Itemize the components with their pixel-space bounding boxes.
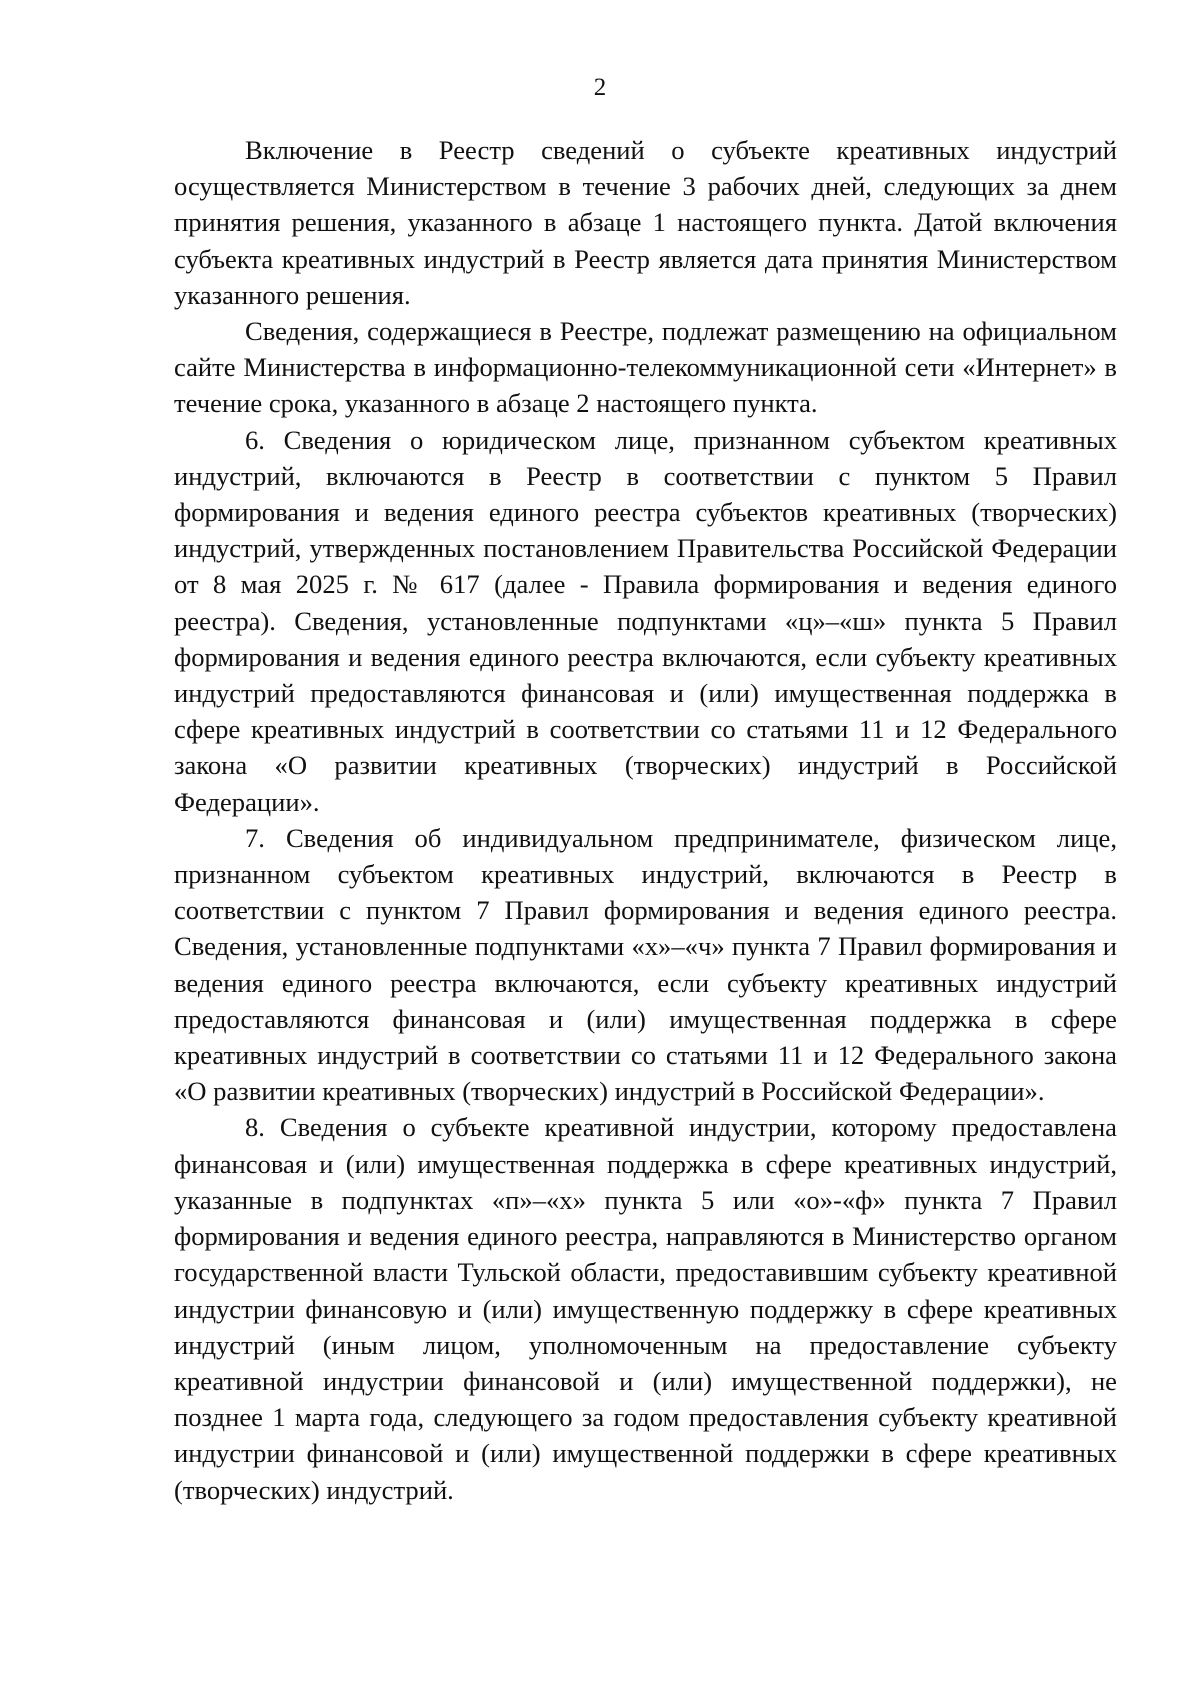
paragraph-registry-publication: Сведения, содержащиеся в Реестре, подлежат размещению на официальном сайте Министерства в информационно-телекоммуникационной сети «Интернет» в течение срока, указанного в абзаце 2 настоящего пункта. bbox=[174, 316, 1117, 419]
page-number: 2 bbox=[593, 74, 607, 101]
paragraph-item-7: 7. Сведения об индивидуальном предпринимателе, физическом лице, признанном субъектом креативных индустрий, включаются в Реестр в соответствии с пунктом 7 Правил формирования и ведения единого реестра. Сведения, установленные подпунктами «х»–«ч» пункта 7 Правил формирования и ведения единого реестра включаются, если субъекту креативных индустрий предоставляются финансовая и (или) имущественная поддержка в сфере креативных индустрий в соответствии со статьями 11 и 12 Федерального закона «О развитии креативных (творческих) индустрий в Российской Федерации». bbox=[174, 822, 1117, 1107]
paragraph-item-6: 6. Сведения о юридическом лице, признанном субъектом креативных индустрий, включаются в Реестр в соответствии с пунктом 5 Правил формирования и ведения единого реестра субъектов креативных (творческих) индустрий, утвержденных постановлением Правительства Российской Федерации от 8 мая 2025 г. № 617 (далее - Правила формирования и ведения единого реестра). Сведения, установленные подпунктами «ц»–«ш» пункта 5 Правил формирования и ведения единого реестра включаются, если субъекту креативных индустрий предоставляются финансовая и (или) имущественная поддержка в сфере креативных индустрий в соответствии со статьями 11 и 12 Федерального закона «О развитии креативных (творческих) индустрий в Российской Федерации». bbox=[174, 424, 1117, 817]
paragraph-item-8: 8. Сведения о субъекте креативной индустрии, которому предоставлена финансовая и (или) имущественная поддержка в сфере креативных индустрий, указанные в подпунктах «п»–«х» пункта 5 или «о»-«ф» пункта 7 Правил формирования и ведения единого реестра, направляются в Министерство органом государственной власти Тульской области, предоставившим субъекту креативной индустрии финансовую и (или) имущественную поддержку в сфере креативных индустрий (иным лицом, уполномоченным на предоставление субъекту креативной индустрии финансовой и (или) имущественной поддержки), не позднее 1 марта года, следующего за годом предоставления субъекту креативной индустрии финансовой и (или) имущественной поддержки в сфере креативных (творческих) индустрий. bbox=[174, 1112, 1117, 1505]
document-body bbox=[174, 132, 1117, 1508]
paragraph-registry-inclusion: Включение в Реестр сведений о субъекте креативных индустрий осуществляется Министерством в течение 3 рабочих дней, следующих за днем принятия решения, указанного в абзаце 1 настоящего пункта. Датой включения субъекта креативных индустрий в Реестр является дата принятия Министерством указанного решения. bbox=[174, 135, 1117, 310]
